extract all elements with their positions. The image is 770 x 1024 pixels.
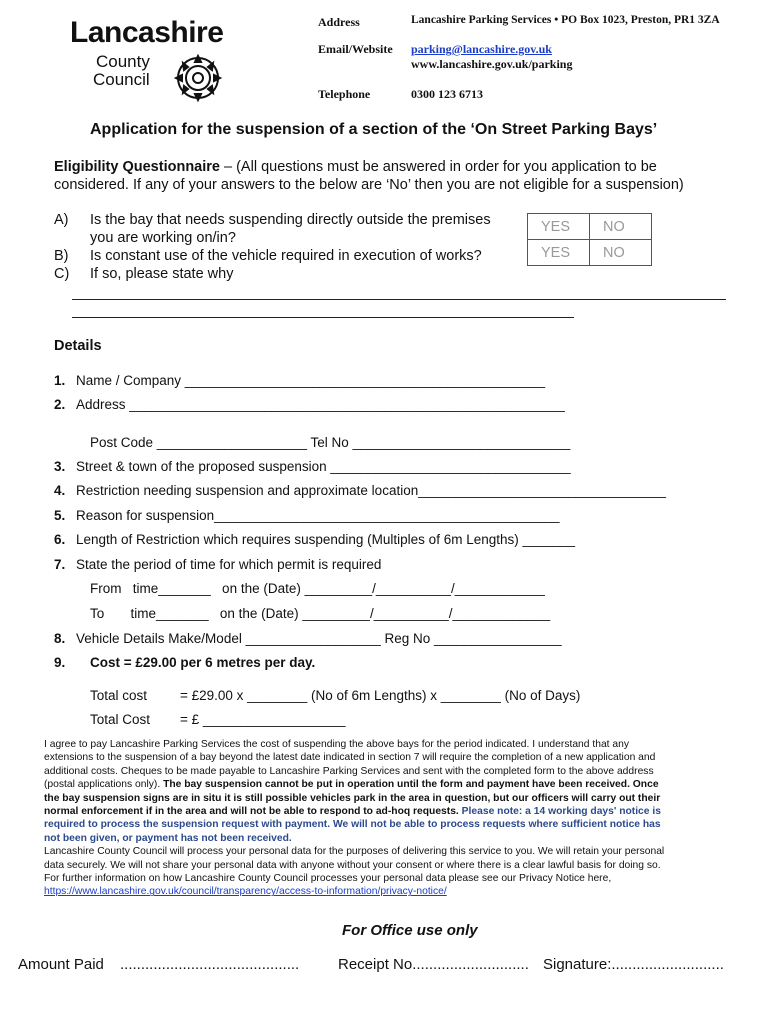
detail-6-text[interactable]: Length of Restriction which requires suspending (Multiples of 6m Lengths) _______: [76, 532, 576, 547]
terms-line-3: additional costs. Cheques to be made payable to Lancashire Parking Services and sent with the completed form to the above address: [44, 765, 654, 777]
detail-5-text[interactable]: Reason for suspension______________________________________________: [76, 508, 560, 523]
logo-county: County: [96, 52, 150, 71]
detail-1-num: 1.: [54, 373, 66, 388]
terms-line-7: required to process the suspension request with payment. We will not be able to process requests where sufficient notice has: [44, 819, 661, 831]
office-heading: For Office use only: [342, 922, 478, 939]
email-label: Email/Website: [318, 42, 393, 56]
yes-option-a[interactable]: YES: [528, 214, 590, 240]
terms-line-8: not been given, or payment has not been received.: [44, 832, 292, 844]
address-label: Address: [318, 15, 360, 29]
question-a-text-2: you are working on/in?: [90, 230, 236, 246]
no-option-a[interactable]: NO: [590, 214, 652, 240]
terms-line-6a: normal enforcement if in the area and will not be able to respond to ad-hoq requests.: [44, 806, 462, 818]
terms-line-2: extensions to the suspension of a bay beyond the latest date indicated in section 7 will require the completion of a new application and: [44, 752, 656, 764]
email-link[interactable]: parking@lancashire.gov.uk: [411, 42, 552, 56]
page-title: Application for the suspension of a section of the ‘On Street Parking Bays’: [90, 121, 658, 138]
question-c-text: If so, please state why: [90, 266, 234, 282]
eligibility-heading: Eligibility Questionnaire: [54, 159, 220, 175]
total-cost-formula[interactable]: = £29.00 x ________ (No of 6m Lengths) x ________ (No of Days): [180, 688, 581, 703]
address-value: Lancashire Parking Services • PO Box 1023, Preston, PR1 3ZA: [411, 14, 720, 26]
terms-line-1: I agree to pay Lancashire Parking Services the cost of suspending the above bays for the period indicated. I understand that any: [44, 739, 630, 750]
terms-line-6b: Please note: a 14 working days' notice is: [461, 806, 661, 818]
terms-line-5: the bay suspension signs are in situ it is still possible vehicles park in the area in question, but our officers will carry out their: [44, 792, 661, 804]
detail-3-text[interactable]: Street & town of the proposed suspension ________________________________: [76, 459, 571, 474]
eligibility-intro-2: considered. If any of your answers to the below are ‘No’ then you are not eligible for a suspension): [54, 177, 684, 193]
detail-2-text[interactable]: Address __________________________________________________________: [76, 397, 565, 412]
cost-statement: Cost = £29.00 per 6 metres per day.: [90, 655, 316, 670]
terms-line-6: [44, 805, 664, 818]
detail-4-text[interactable]: Restriction needing suspension and approximate location_________________________________: [76, 483, 666, 498]
question-a-text: Is the bay that needs suspending directly outside the premises: [90, 212, 491, 228]
red-rose-icon: [170, 52, 226, 104]
terms-line-11: For further information on how Lancashire County Council processes your personal data please see our Privacy Notice here,: [44, 873, 612, 885]
amount-paid-label: Amount Paid: [18, 956, 104, 973]
detail-3-num: 3.: [54, 459, 66, 474]
terms-line-9: Lancashire County Council will process your personal data for the purposes of delivering this service to you. We will retain your personal: [44, 846, 665, 858]
question-c-letter: C): [54, 266, 70, 282]
detail-8-text[interactable]: Vehicle Details Make/Model __________________ Reg No _________________: [76, 631, 562, 646]
detail-7-num: 7.: [54, 557, 66, 572]
to-row[interactable]: To time_______ on the (Date) _________/__________/_____________: [90, 606, 551, 621]
detail-9-num: 9.: [54, 655, 66, 670]
detail-1-text[interactable]: Name / Company ________________________________________________: [76, 373, 546, 388]
question-a-letter: A): [54, 212, 69, 228]
privacy-notice-link[interactable]: https://www.lancashire.gov.uk/council/transparency/access-to-information/privacy-notice/: [44, 886, 447, 898]
eligibility-intro-1: – (All questions must be answered in order for you application to be: [219, 159, 657, 175]
website-link[interactable]: www.lancashire.gov.uk/parking: [411, 57, 573, 71]
question-b-text: Is constant use of the vehicle required in execution of works?: [90, 248, 482, 264]
yes-no-table: [527, 213, 652, 266]
detail-2-num: 2.: [54, 397, 66, 412]
question-b-letter: B): [54, 248, 69, 264]
detail-4-num: 4.: [54, 483, 66, 498]
receipt-no-field[interactable]: Receipt No............................: [338, 956, 529, 973]
no-option-b[interactable]: NO: [590, 240, 652, 266]
reason-line-2[interactable]: [72, 317, 574, 318]
terms-line-10: data securely. We will not share your personal data with anyone without your consent or where there is a clear lawful basis for doing so.: [44, 859, 661, 871]
terms-line-4: [44, 778, 664, 791]
detail-7-text: State the period of time for which permit is required: [76, 557, 382, 572]
signature-field[interactable]: Signature:...........................: [543, 956, 724, 973]
total-cost-label: Total cost: [90, 688, 148, 703]
terms-block: [44, 738, 664, 899]
total-cost2-formula[interactable]: = £ ___________________: [180, 712, 346, 727]
reason-line-1[interactable]: [72, 299, 726, 300]
postcode-tel-text[interactable]: Post Code ____________________ Tel No _____________________________: [90, 435, 571, 450]
logo-council: Council: [93, 70, 150, 89]
from-row[interactable]: From time_______ on the (Date) _________/__________/____________: [90, 581, 545, 596]
detail-6-num: 6.: [54, 532, 66, 547]
terms-line-4b: The bay suspension cannot be put in operation until the form and payment have been received. Once: [163, 779, 659, 791]
detail-5-num: 5.: [54, 508, 66, 523]
telephone-label: Telephone: [318, 87, 371, 101]
terms-line-4a: (postal applications only).: [44, 779, 164, 791]
yes-option-b[interactable]: YES: [528, 240, 590, 266]
logo-lancashire: Lancashire: [70, 16, 224, 49]
details-heading: Details: [54, 338, 102, 354]
eligibility-intro: [54, 159, 657, 175]
telephone-value: 0300 123 6713: [411, 87, 483, 101]
detail-8-num: 8.: [54, 631, 66, 646]
total-cost2-label: Total Cost: [90, 712, 151, 727]
amount-paid-field[interactable]: ...........................................: [120, 956, 300, 973]
